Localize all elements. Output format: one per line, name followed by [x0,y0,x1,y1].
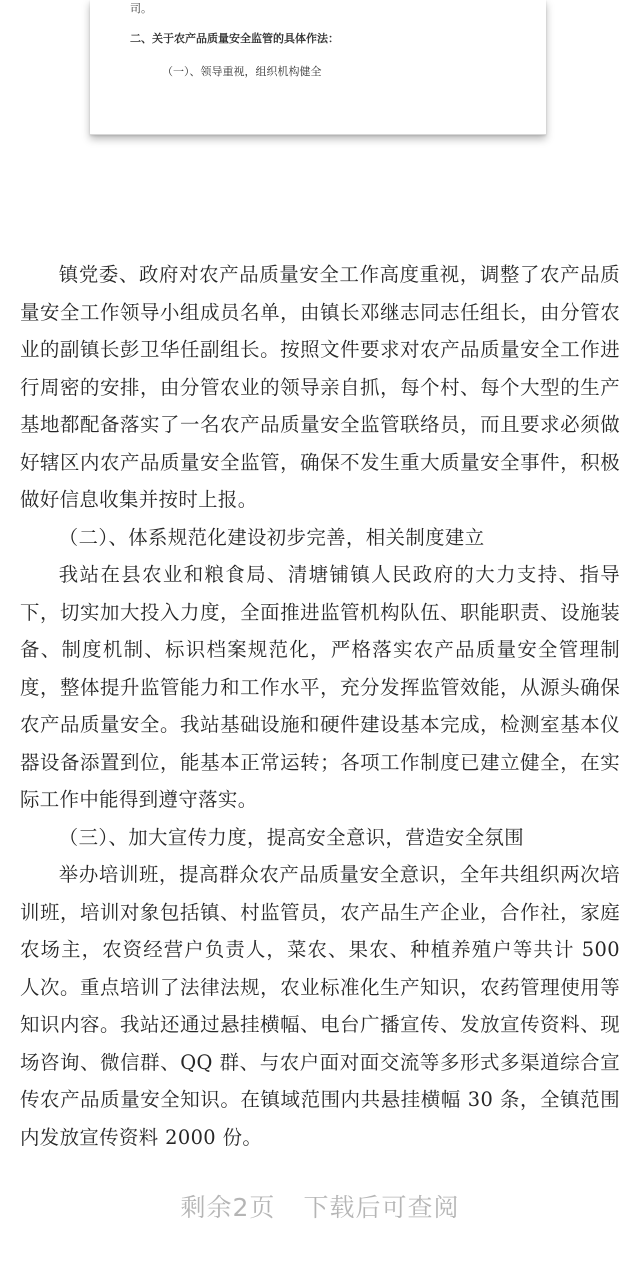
paragraph-leadership: 镇党委、政府对农产品质量安全工作高度重视，调整了农产品质量安全工作领导小组成员名单，由镇长邓继志同志任组长，由分管农业的副镇长彭卫华任副组长。按照文件要求对农产品质量安全工作进行周密的安排，由分管农业的领导亲自抓，每个村、每个大型的生产基地都配备落实了一名农产品质量安全监管联络员，而且要求必须做好辖区内农产品质量安全监管，确保不发生重大质量安全事件，积极做好信息收集并按时上报。 [20,263,620,511]
paragraph-system-standardization: 我站在县农业和粮食局、清塘铺镇人民政府的大力支持、指导下，切实加大投入力度，全面推进监管机构队伍、职能职责、设施装备、制度机制、标识档案规范化，严格落实农产品质量安全管理制度，整体提升监管能力和工作水平，充分发挥监管效能，从源头确保农产品质量安全。我站基础设施和硬件建设基本完成，检测室基本仪器设备添置到位，能基本正常运转；各项工作制度已建立健全，在实际工作中能得到遵守落实。 [20,563,620,811]
document-preview-card [90,0,546,135]
preview-section-heading: 二、关于农产品质量安全监管的具体作法： [130,32,339,45]
subheading-publicity: （三）、加大宣传力度，提高安全意识，营造安全氛围 [58,825,525,849]
download-hint-label: 下载后可查阅 [303,1193,460,1222]
subheading-system-standardization: （二）、体系规范化建设初步完善，相关制度建立 [58,525,485,549]
document-body [20,256,620,1156]
remaining-pages-label: 剩余2页 [180,1193,276,1222]
download-more-hint[interactable] [0,1188,640,1224]
preview-tail-text: 司。 [130,2,152,15]
preview-sub-heading: （一）、领导重视，组织机构健全 [162,65,322,78]
paragraph-publicity: 举办培训班，提高群众农产品质量安全意识，全年共组织两次培训班，培训对象包括镇、村监管员，农产品生产企业，合作社，家庭农场主，农资经营户负责人，菜农、果农、种植养殖户等共计 500 人次。重点培训了法律法规，农业标准化生产知识，农药管理使用等知识内容。我站还通过悬挂横幅、电台广播宣传、发放宣传资料、现场咨询、微信群、QQ 群、与农户面对面交流等多形式多渠道综合宣传农产品质量安全知识。在镇域范围内共悬挂横幅 30 条，全镇范围内发放宣传资料 2000 份。 [20,863,620,1149]
